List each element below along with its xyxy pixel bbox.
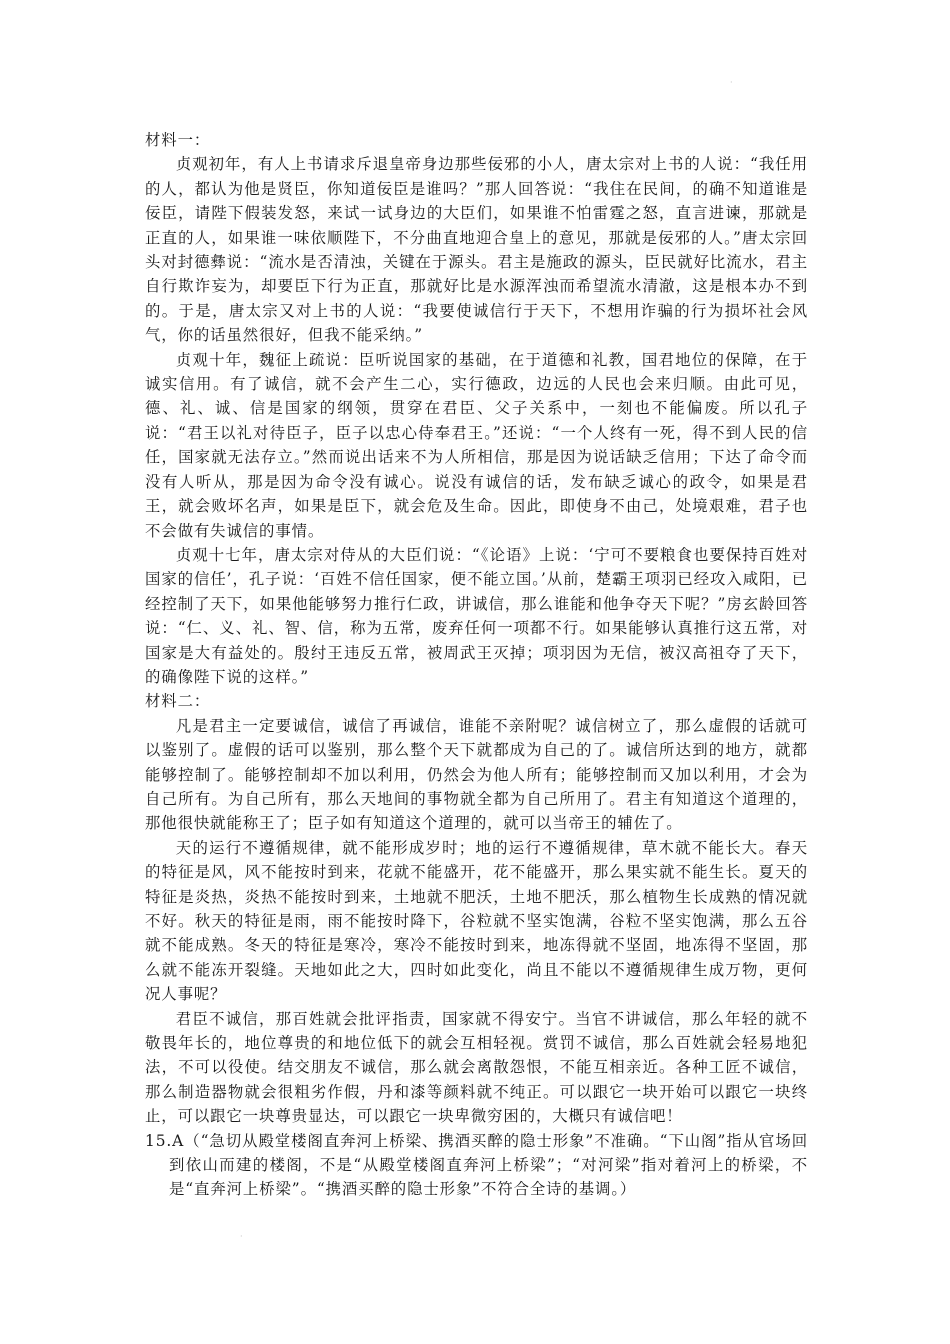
page-mark-bottom: · [240,1232,243,1241]
material-two-paragraph-2: 天的运行不遵循规律，就不能形成岁时；地的运行不遵循规律，草木就不能长大。春天的特征是风，风不能按时到来，花就不能盛开，花不能盛开，那么果实就不能生长。夏天的特征是炎热，炎热不能按时到来，土地就不肥沃，土地不肥沃，那么植物生长成熟的情况就不好。秋天的特征是雨，雨不能按时降下，谷粒就不坚实饱满，谷粒不坚实饱满，那么五谷就不能成熟。冬天的特征是寒冷，寒冷不能按时到来，地冻得就不坚固，地冻得不坚固，那么就不能冻开裂缝。天地如此之大，四时如此变化，尚且不能以不遵循规律生成万物，更何况人事呢？ [145,838,808,1004]
document-body [145,128,808,1202]
answer-15: 15.A（“急切从殿堂楼阁直奔河上桥梁、携酒买醉的隐士形象”不准确。“下山阁”指从官场回到依山而建的楼阁，不是“从殿堂楼阁直奔河上桥梁”；“对河梁”指对着河上的桥梁，不是“直奔河上桥梁”。“携酒买醉的隐士形象”不符合全诗的基调。） [145,1131,808,1199]
material-two-heading: 材料二： [145,692,211,711]
material-two-paragraph-1: 凡是君主一定要诚信，诚信了再诚信，谁能不亲附呢？诚信树立了，那么虚假的话就可以鉴别了。虚假的话可以鉴别，那么整个天下就都成为自己的了。诚信所达到的地方，就都能够控制了。能够控制却不加以利用，仍然会为他人所有；能够控制而又加以利用，才会为自己所有。为自己所有，那么天地间的事物就全都为自己所用了。君主有知道这个道理的，那他很快就能称王了；臣子如有知道这个道理的，就可以当帝王的辅佐了。 [145,716,808,833]
material-one-paragraph-2: 贞观十年，魏征上疏说：臣听说国家的基础，在于道德和礼教，国君地位的保障，在于诚实信用。有了诚信，就不会产生二心，实行德政，边远的人民也会来归顺。由此可见，德、礼、诚、信是国家的纲领，贯穿在君臣、父子关系中，一刻也不能偏废。所以孔子说：“君王以礼对待臣子，臣子以忠心侍奉君王。”还说：“一个人终有一死，得不到人民的信任，国家就无法存立。”然而说出话来不为人所相信，那是因为说话缺乏信用；下达了命令而没有人听从，那是因为命令没有诚心。说没有诚信的话，发布缺乏诚心的政令，如果是君王，就会败坏名声，如果是臣下，就会危及生命。因此，即使身不由己，处境艰难，君子也不会做有失诚信的事情。 [145,350,808,540]
material-two-paragraph-3: 君臣不诚信，那百姓就会批评指责，国家就不得安宁。当官不讲诚信，那么年轻的就不敬畏年长的，地位尊贵的和地位低下的就会互相轻视。赏罚不诚信，那么百姓就会轻易地犯法，不可以役使。结交朋友不诚信，那么就会离散怨恨，不能互相亲近。各种工匠不诚信，那么制造器物就会很粗劣作假，丹和漆等颜料就不纯正。可以跟它一块开始可以跟它一块终止，可以跟它一块尊贵显达，可以跟它一块卑微穷困的，大概只有诚信吧！ [145,1009,808,1126]
page-mark-top: · [730,78,733,87]
material-one-paragraph-3: 贞观十七年，唐太宗对侍从的大臣们说：“《论语》上说：‘宁可不要粮食也要保持百姓对国家的信任’，孔子说：‘百姓不信任国家，便不能立国。’从前，楚霸王项羽已经攻入咸阳，已经控制了天下，如果他能够努力推行仁政，讲诚信，那么谁能和他争夺天下呢？”房玄龄回答说：“仁、义、礼、智、信，称为五常，废弃任何一项都不行。如果能够认真推行这五常，对国家是大有益处的。殷纣王违反五常，被周武王灭掉；项羽因为无信，被汉高祖夺了天下，的确像陛下说的这样。” [145,545,808,686]
material-one-paragraph-1: 贞观初年，有人上书请求斥退皇帝身边那些佞邪的小人，唐太宗对上书的人说：“我任用的人，都认为他是贤臣，你知道佞臣是谁吗？”那人回答说：“我住在民间，的确不知道谁是佞臣，请陛下假装发怒，来试一试身边的大臣们，如果谁不怕雷霆之怒，直言进谏，那就是正直的人，如果谁一味依顺陛下，不分曲直地迎合皇上的意见，那就是佞邪的人。”唐太宗回头对封德彝说：“流水是否清浊，关键在于源头。君主是施政的源头，臣民就好比流水，君主自行欺诈妄为，却要臣下行为正直，那就好比是水源浑浊而希望流水清澈，这是根本办不到的。于是，唐太宗又对上书的人说：“我要使诚信行于天下，不想用诈骗的行为损坏社会风气，你的话虽然很好，但我不能采纳。” [145,155,808,345]
material-one-heading: 材料一： [145,131,211,149]
